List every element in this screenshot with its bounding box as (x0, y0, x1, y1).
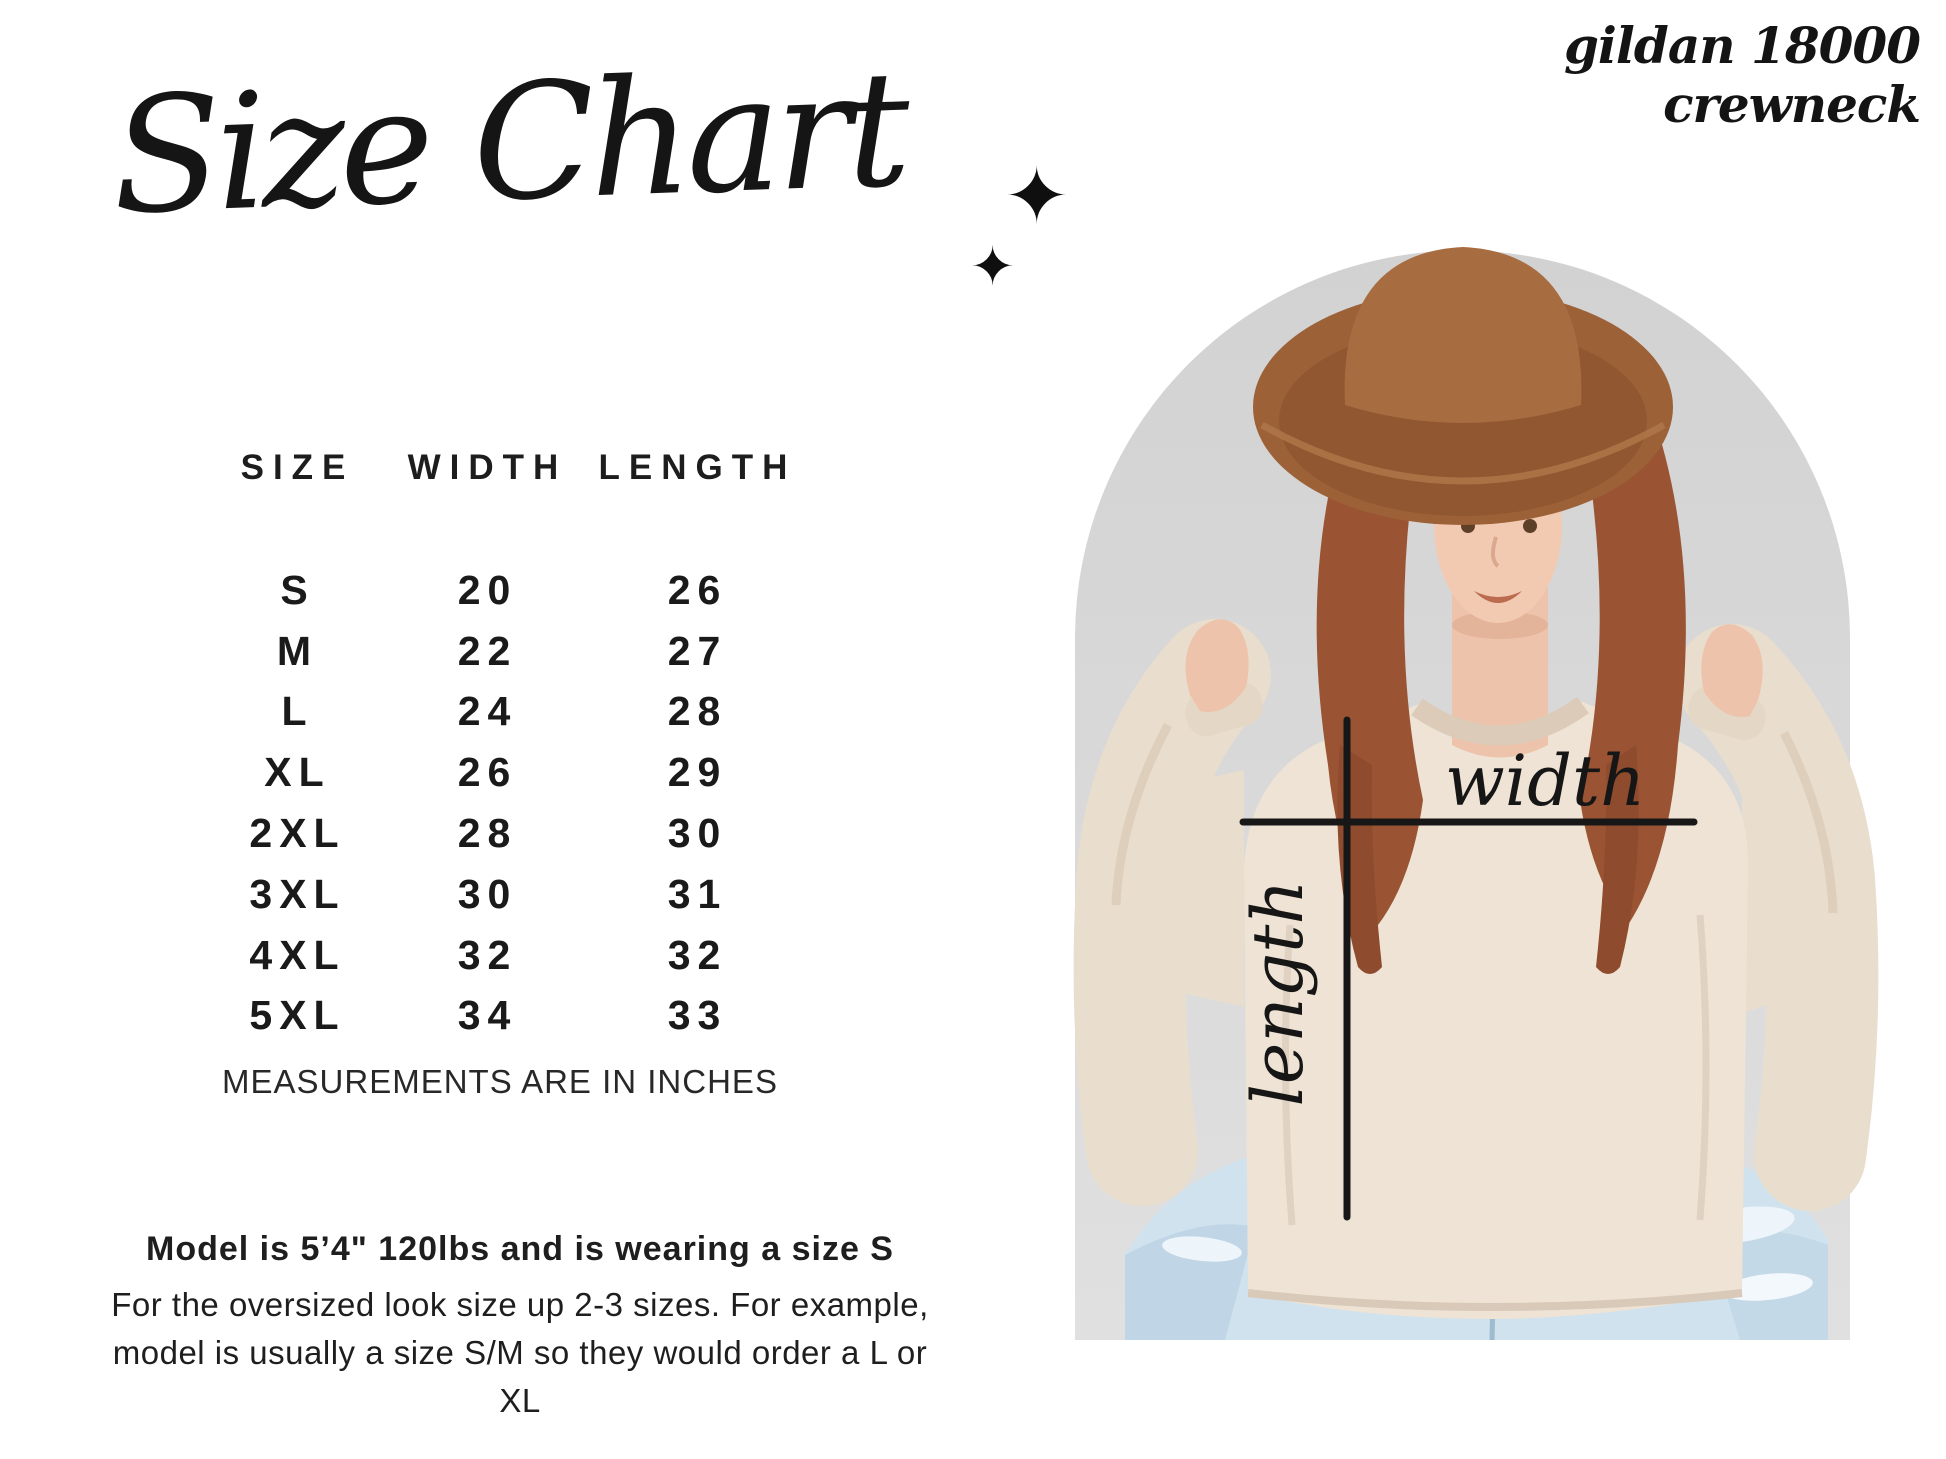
cell-width: 22 (457, 627, 518, 674)
cell-size: XL (264, 749, 331, 796)
cell-length: 33 (667, 992, 728, 1039)
header-size: SIZE (240, 448, 355, 487)
width-label: width (1444, 740, 1646, 822)
model-info-line2: For the oversized look size up 2-3 sizes. For example, (111, 1286, 929, 1323)
cell-width: 26 (457, 749, 518, 796)
cell-size: 5XL (249, 992, 346, 1039)
cell-length: 27 (667, 627, 728, 674)
cell-size: 3XL (249, 870, 346, 917)
cell-length: 31 (667, 870, 728, 917)
cell-length: 32 (667, 931, 728, 978)
table-row (210, 925, 805, 986)
cell-width: 30 (457, 870, 518, 917)
units-note: MEASUREMENTS ARE IN INCHES (222, 1063, 778, 1100)
length-label: length (1237, 879, 1319, 1107)
table-row (210, 803, 805, 864)
model-info-bold: Model is 5’4" 120lbs and is wearing a size S (146, 1230, 894, 1268)
cell-length: 29 (667, 749, 728, 796)
cell-width: 32 (457, 931, 518, 978)
size-table (210, 560, 805, 1046)
header-length: LENGTH (598, 448, 797, 487)
cell-width: 24 (457, 688, 518, 735)
size-table-header (210, 448, 805, 488)
table-row (210, 621, 805, 682)
cell-width: 28 (457, 810, 518, 857)
cell-size: L (281, 688, 314, 735)
model-info-line3: model is usually a size S/M so they would order a L or XL (112, 1334, 928, 1419)
page-title: Size Chart (108, 35, 908, 250)
model-photo (1040, 225, 1910, 1340)
cell-size: S (280, 566, 315, 613)
cell-length: 26 (667, 566, 728, 613)
cell-width: 20 (457, 566, 518, 613)
table-row (210, 682, 805, 743)
table-row (210, 742, 805, 803)
cell-length: 28 (667, 688, 728, 735)
cell-size: 4XL (249, 931, 346, 978)
cell-size: M (276, 627, 319, 674)
model-info (90, 1230, 950, 1425)
header-width: WIDTH (407, 448, 568, 487)
cell-width: 34 (457, 992, 518, 1039)
cell-length: 30 (667, 810, 728, 857)
sparkle-icon-large: ✦ (1004, 152, 1070, 242)
sparkle-icon-small: ✦ (970, 235, 1016, 298)
cell-size: 2XL (249, 810, 346, 857)
table-row (210, 986, 805, 1047)
table-row (210, 560, 805, 621)
table-row (210, 864, 805, 925)
brand-note: gildan 18000 crewneck (1563, 16, 1920, 134)
